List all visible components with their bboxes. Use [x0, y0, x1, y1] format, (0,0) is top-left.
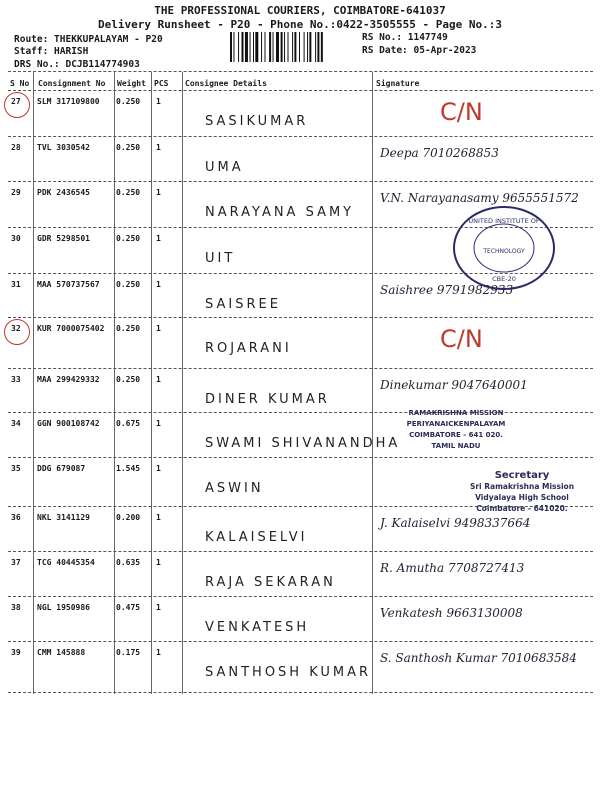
- stamp-line: Coimbatore - 641020.: [476, 504, 568, 513]
- secretary-stamp: [462, 470, 582, 514]
- header-rule: [8, 90, 593, 91]
- row-separator: [8, 692, 593, 693]
- stamp-line: Vidyalaya High School: [475, 493, 569, 502]
- row-weight: 0.200: [116, 513, 141, 522]
- row-consignment-no: SLM 317109800: [37, 97, 100, 106]
- row-separator: [8, 368, 593, 369]
- row-signature: Venkatesh 9663130008: [380, 606, 523, 620]
- row-signature: C/N: [440, 98, 483, 126]
- row-pcs: 1: [156, 419, 161, 428]
- row-separator: [8, 641, 593, 642]
- drs-number: DRS No.: DCJB114774903: [14, 59, 140, 70]
- barcode-bar: [299, 32, 300, 62]
- row-consignment-no: GGN 900108742: [37, 419, 100, 428]
- row-weight: 0.675: [116, 419, 141, 428]
- barcode-bar: [265, 32, 266, 62]
- row-weight: 0.250: [116, 234, 141, 243]
- row-pcs: 1: [156, 188, 161, 197]
- barcode-bar: [261, 32, 262, 62]
- row-signature: Dinekumar 9047640001: [380, 378, 528, 392]
- row-sno: 28: [11, 143, 21, 152]
- col-header-consignment: Consignment No: [38, 79, 106, 88]
- row-consignee-name: UMA: [205, 160, 244, 175]
- row-consignee-name: ROJARANI: [205, 341, 292, 356]
- barcode-bar: [250, 32, 251, 62]
- row-separator: [8, 551, 593, 552]
- row-weight: 0.175: [116, 648, 141, 657]
- col-divider: [33, 72, 34, 694]
- barcode-bar: [238, 32, 239, 62]
- stamp-line: TAMIL NADU: [431, 442, 481, 450]
- staff-label: Staff: HARISH: [14, 46, 89, 57]
- row-consignee-name: NARAYANA SAMY: [205, 205, 355, 220]
- barcode-bar: [292, 32, 293, 62]
- row-separator: [8, 136, 593, 137]
- row-separator: [8, 457, 593, 458]
- barcode-bar: [242, 32, 244, 62]
- row-signature: C/N: [440, 325, 483, 353]
- row-weight: 0.250: [116, 97, 141, 106]
- runsheet-title: THE PROFESSIONAL COURIERS, COIMBATORE-641037: [154, 4, 446, 17]
- row-weight: 1.545: [116, 464, 141, 473]
- stamp-line: RAMAKRISHNA MISSION: [408, 409, 504, 417]
- col-header-signature: Signature: [376, 79, 420, 88]
- row-signature: Deepa 7010268853: [380, 146, 499, 160]
- row-consignment-no: TCG 40445354: [37, 558, 95, 567]
- row-consignment-no: NKL 3141129: [37, 513, 90, 522]
- col-header-sno: S No: [10, 79, 30, 88]
- row-consignee-name: KALAISELVI: [205, 530, 308, 545]
- row-signature: J. Kalaiselvi 9498337664: [380, 516, 531, 530]
- row-sno: 32: [11, 324, 21, 333]
- row-signature: Saishree 9791982933: [380, 283, 514, 297]
- row-sno: 31: [11, 280, 21, 289]
- row-sno: 34: [11, 419, 21, 428]
- barcode-bar: [294, 32, 296, 62]
- row-pcs: 1: [156, 97, 161, 106]
- col-header-consignee: Consignee Details: [185, 79, 267, 88]
- row-pcs: 1: [156, 513, 161, 522]
- row-sno: 36: [11, 513, 21, 522]
- stamp-line: PERIYANAICKENPALAYAM: [406, 420, 506, 428]
- row-pcs: 1: [156, 324, 161, 333]
- row-consignment-no: CMM 145888: [37, 648, 86, 657]
- col-header-pcs: PCS: [154, 79, 169, 88]
- row-consignment-no: MAA 570737567: [37, 280, 100, 289]
- barcode-bar: [315, 32, 316, 62]
- row-consignee-name: SANTHOSH KUMAR: [205, 665, 372, 680]
- barcode-bar: [307, 32, 308, 62]
- svg-text:TECHNOLOGY: TECHNOLOGY: [483, 248, 525, 255]
- barcode-bar: [245, 32, 248, 62]
- barcode-bar: [304, 32, 305, 62]
- barcode-bar: [253, 32, 254, 62]
- row-consignment-no: KUR 7000075402: [37, 324, 105, 333]
- uit-seal-stamp: [452, 205, 556, 291]
- row-separator: [8, 596, 593, 597]
- row-pcs: 1: [156, 375, 161, 384]
- row-sno: 33: [11, 375, 21, 384]
- barcode-bar: [269, 32, 271, 62]
- row-consignment-no: TVL 3030542: [37, 143, 90, 152]
- col-divider: [182, 72, 183, 694]
- row-separator: [8, 317, 593, 318]
- row-sno: 27: [11, 97, 21, 106]
- row-pcs: 1: [156, 464, 161, 473]
- runsheet-subtitle: Delivery Runsheet - P20 - Phone No.:0422-3505555 - Page No.:3: [98, 18, 502, 31]
- row-weight: 0.250: [116, 375, 141, 384]
- row-consignee-name: DINER KUMAR: [205, 392, 330, 407]
- barcode-bar: [276, 32, 279, 62]
- barcode-icon: [230, 32, 355, 62]
- svg-text:UNITED INSTITUTE OF: UNITED INSTITUTE OF: [468, 217, 540, 225]
- row-weight: 0.250: [116, 324, 141, 333]
- row-weight: 0.250: [116, 280, 141, 289]
- stamp-line: COIMBATORE - 641 020.: [409, 431, 503, 439]
- row-pcs: 1: [156, 558, 161, 567]
- circle-mark-icon: [4, 319, 30, 345]
- col-header-weight: Weight: [117, 79, 146, 88]
- row-weight: 0.475: [116, 603, 141, 612]
- row-consignee-name: SASIKUMAR: [205, 114, 309, 129]
- row-consignee-name: UIT: [205, 251, 236, 266]
- col-divider: [114, 72, 115, 694]
- row-pcs: 1: [156, 234, 161, 243]
- row-weight: 0.250: [116, 188, 141, 197]
- row-sno: 37: [11, 558, 21, 567]
- row-sno: 35: [11, 464, 21, 473]
- svg-text:CBE-20: CBE-20: [492, 275, 516, 283]
- row-consignment-no: NGL 1950986: [37, 603, 90, 612]
- row-signature: S. Santhosh Kumar 7010683584: [380, 651, 577, 665]
- rs-date: RS Date: 05-Apr-2023: [362, 45, 477, 56]
- row-pcs: 1: [156, 143, 161, 152]
- row-consignee-name: ASWIN: [205, 481, 264, 496]
- route-label: Route: THEKKUPALAYAM - P20: [14, 34, 163, 45]
- row-signature: V.N. Narayanasamy 9655551572: [380, 191, 579, 205]
- row-consignee-name: VENKATESH: [205, 620, 310, 635]
- rk-mission-stamp: [406, 408, 506, 452]
- row-consignee-name: SWAMI SHIVANANDHA: [205, 436, 401, 451]
- row-signature: R. Amutha 7708727413: [380, 561, 525, 575]
- row-sno: 29: [11, 188, 21, 197]
- barcode-bar: [233, 32, 234, 62]
- row-weight: 0.250: [116, 143, 141, 152]
- row-sno: 30: [11, 234, 21, 243]
- barcode-bar: [309, 32, 311, 62]
- row-pcs: 1: [156, 603, 161, 612]
- table-top-rule: [8, 71, 593, 72]
- row-weight: 0.635: [116, 558, 141, 567]
- barcode-bar: [317, 32, 319, 62]
- barcode-bar: [230, 32, 232, 62]
- row-pcs: 1: [156, 648, 161, 657]
- row-consignment-no: PDK 2436545: [37, 188, 90, 197]
- row-separator: [8, 181, 593, 182]
- col-divider: [151, 72, 152, 694]
- barcode-bar: [273, 32, 274, 62]
- col-divider: [372, 72, 373, 694]
- row-consignee-name: SAISREE: [205, 297, 281, 312]
- row-pcs: 1: [156, 280, 161, 289]
- row-consignment-no: GDR 5298501: [37, 234, 90, 243]
- stamp-line: Sri Ramakrishna Mission: [469, 482, 575, 491]
- barcode-bar: [255, 32, 258, 62]
- row-sno: 39: [11, 648, 21, 657]
- row-consignment-no: DDG 679087: [37, 464, 86, 473]
- stamp-line: Secretary: [494, 470, 550, 481]
- row-consignment-no: MAA 299429332: [37, 375, 100, 384]
- rs-number: RS No.: 1147749: [362, 32, 448, 43]
- row-consignee-name: RAJA SEKARAN: [205, 575, 336, 590]
- circle-mark-icon: [4, 92, 30, 118]
- row-sno: 38: [11, 603, 21, 612]
- barcode-bar: [288, 32, 289, 62]
- barcode-bar: [284, 32, 285, 62]
- barcode-bar: [281, 32, 283, 62]
- barcode-bar: [321, 32, 323, 62]
